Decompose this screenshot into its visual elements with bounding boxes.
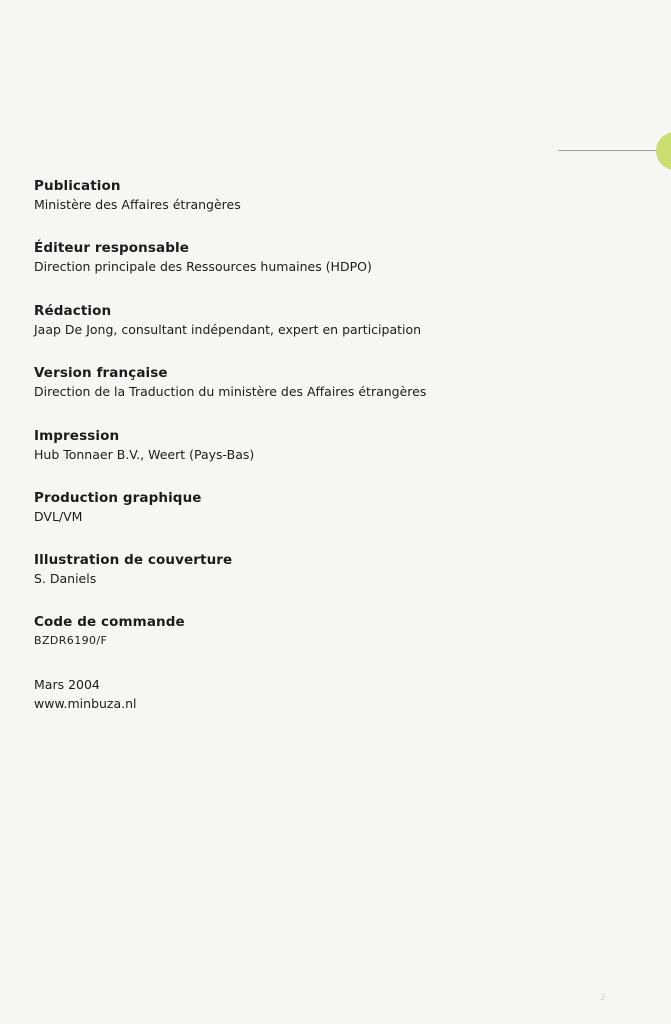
colophon-entry-redaction — [34, 302, 554, 364]
colophon-entry-impression — [34, 427, 554, 489]
entry-label: Production graphique — [34, 490, 202, 506]
colophon — [34, 177, 554, 713]
colophon-entry-publication — [34, 177, 554, 239]
entry-value: Ministère des Affaires étrangères — [34, 197, 241, 212]
entry-label: Impression — [34, 428, 120, 444]
section-tab-dot — [656, 132, 671, 170]
colophon-entry-version — [34, 364, 554, 427]
publication-date: Mars 2004 — [34, 677, 100, 692]
entry-label: Code de commande — [34, 614, 185, 630]
page-number: 2 — [600, 993, 606, 1003]
entry-label: Éditeur responsable — [34, 240, 189, 256]
entry-label: Rédaction — [34, 303, 112, 319]
colophon-entry-production — [34, 489, 554, 551]
entry-value: Hub Tonnaer B.V., Weert (Pays-Bas) — [34, 447, 255, 462]
entry-value: DVL/VM — [34, 509, 83, 524]
colophon-entry-illustration — [34, 551, 554, 613]
section-rule — [558, 150, 658, 151]
entry-value: Direction principale des Ressources humaines (HDPO) — [34, 259, 372, 274]
entry-value: Direction de la Traduction du ministère des Affaires étrangères — [34, 384, 427, 399]
colophon-entry-editeur — [34, 239, 554, 302]
entry-value: Jaap De Jong, consultant indépendant, expert en participation — [34, 322, 422, 337]
entry-label: Illustration de couverture — [34, 552, 233, 568]
colophon-entry-code — [34, 613, 554, 675]
website-link[interactable]: www.minbuza.nl — [34, 696, 137, 711]
entry-value: BZDR6190/F — [34, 634, 108, 647]
entry-label: Version française — [34, 365, 168, 381]
entry-value: S. Daniels — [34, 571, 97, 586]
entry-label: Publication — [34, 178, 121, 194]
